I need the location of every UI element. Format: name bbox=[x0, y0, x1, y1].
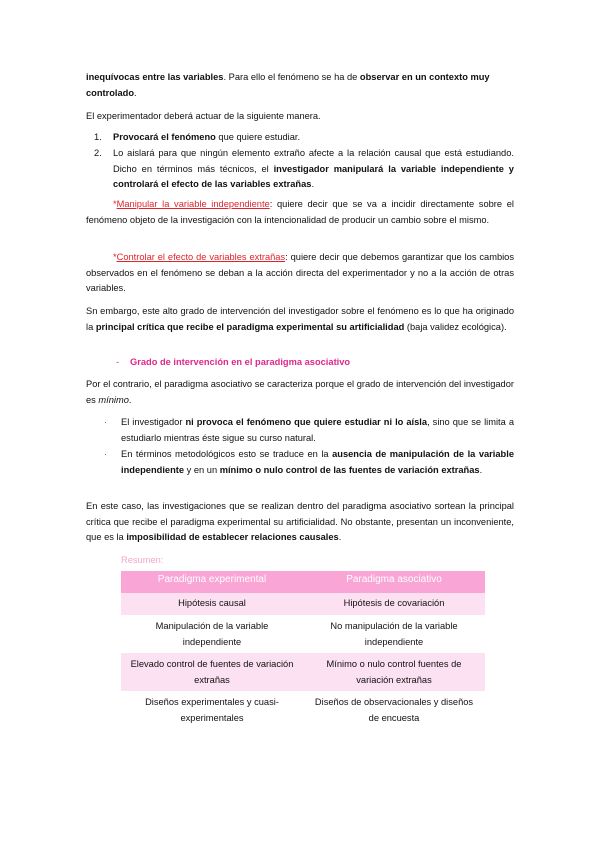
text: : quiere decir que se va a incidir directamente sobre el fenómeno objeto de la investigación con la intencionalidad de producir un cambio sobre el mismo. bbox=[86, 199, 514, 225]
bold-text: imposibilidad de establecer relaciones causales bbox=[126, 532, 339, 542]
list-item bbox=[94, 130, 514, 146]
table-row bbox=[121, 691, 485, 729]
text: que quiere estudiar. bbox=[215, 132, 301, 142]
table-cell: Elevado control de fuentes de variación extrañas bbox=[121, 653, 303, 691]
term-control: Controlar el efecto de variables extrañas bbox=[116, 252, 286, 262]
table-header-cell: Paradigma experimental bbox=[121, 571, 303, 593]
paragraph-conclusion bbox=[86, 499, 514, 546]
text: Por el contrario, el paradigma asociativo se caracteriza porque el grado de intervención del investigador es bbox=[86, 379, 514, 405]
bold-text: investigador manipulará la variable independiente y controlará el efecto de las variables extrañas bbox=[113, 163, 514, 189]
bold-text: inequívocas entre las variables bbox=[86, 72, 224, 82]
summary-table bbox=[121, 571, 485, 729]
text: (baja validez ecológica). bbox=[404, 321, 507, 332]
paragraph-criticism bbox=[86, 304, 514, 335]
text: En este caso, las investigaciones que se realizan dentro del paradigma asociativo sortean la principal crítica que recibe el paradigma experimental su artificialidad. No obstante, presentan un inconveniente, que es la bbox=[86, 501, 514, 542]
section-heading bbox=[116, 355, 351, 371]
table-cell: Hipótesis causal bbox=[121, 593, 303, 615]
paragraph-experimenter: El experimentador deberá actuar de la siguiente manera. bbox=[86, 111, 321, 121]
bold-text: ni provoca el fenómeno que quiere estudiar ni lo aísla bbox=[185, 417, 428, 427]
paragraph-associative bbox=[86, 377, 514, 408]
bullet-marker: · bbox=[104, 449, 108, 459]
definition-manipulate bbox=[86, 197, 514, 228]
table-cell: Mínimo o nulo control fuentes de variación extrañas bbox=[303, 653, 485, 691]
list-number: 1. bbox=[94, 132, 102, 142]
table-row bbox=[121, 653, 485, 691]
list-number: 2. bbox=[94, 148, 102, 158]
bold-text: observar en un contexto muy controlado bbox=[86, 72, 490, 98]
table-row bbox=[121, 593, 485, 615]
table-header-row bbox=[121, 571, 485, 593]
text: . Para ello el fenómeno se ha de bbox=[223, 72, 360, 82]
paragraph-intro bbox=[86, 70, 514, 101]
table-header-cell: Paradigma asociativo bbox=[303, 571, 485, 593]
definition-control bbox=[86, 250, 514, 297]
text: . bbox=[338, 532, 342, 542]
table-cell: Manipulación de la variable independiente bbox=[121, 615, 303, 653]
table-row bbox=[121, 615, 485, 653]
text: . bbox=[311, 179, 315, 189]
bold-text: mínimo o nulo control de las fuentes de variación extrañas bbox=[219, 464, 480, 475]
bold-text: ausencia de manipulación de la variable independiente bbox=[121, 449, 514, 475]
table-cell: No manipulación de la variable independiente bbox=[303, 615, 485, 653]
table-cell: Hipótesis de covariación bbox=[303, 593, 485, 615]
bold-text: principal crítica que recibe el paradigma experimental su artificialidad bbox=[95, 321, 405, 332]
text: , sino que se limita a estudiarlo mientras éste sigue su curso natural. bbox=[121, 417, 515, 443]
text: . bbox=[134, 87, 137, 98]
text: y en un bbox=[184, 464, 220, 475]
asterisk: * bbox=[113, 252, 117, 262]
bullet-item bbox=[104, 447, 514, 478]
text: Lo aislará para que ningún elemento extraño afecte a la relación causal que está estudiando. Dicho en términos más técnicos, el bbox=[113, 148, 514, 174]
heading-text: Grado de intervención en el paradigma asociativo bbox=[130, 357, 351, 367]
term-manipulate: Manipular la variable independiente bbox=[116, 199, 270, 209]
summary-label: Resumen: bbox=[121, 555, 164, 565]
text: Sn embargo, este alto grado de intervención del investigador sobre el fenómeno es lo que ha originado la bbox=[86, 306, 514, 332]
text: : quiere decir que debemos garantizar que los cambios observados en el fenómeno se deban a la acción directa del experimentador y no a la acción de otras variables. bbox=[86, 252, 514, 293]
text: . bbox=[479, 464, 483, 475]
text: El investigador bbox=[121, 417, 186, 427]
italic-text: mínimo bbox=[98, 394, 129, 405]
table-cell: Diseños de observacionales y diseños de encuesta bbox=[303, 691, 485, 729]
list-item bbox=[94, 146, 514, 193]
asterisk: * bbox=[113, 199, 117, 209]
table-cell: Diseños experimentales y cuasi-experimentales bbox=[121, 691, 303, 729]
bullet-item bbox=[104, 415, 515, 446]
bullet-marker: · bbox=[104, 417, 108, 427]
text: . bbox=[128, 394, 132, 405]
heading-marker: - bbox=[116, 357, 120, 367]
bold-text: Provocará el fenómeno bbox=[113, 132, 216, 142]
text: En términos metodológicos esto se traduce en la bbox=[121, 449, 333, 459]
